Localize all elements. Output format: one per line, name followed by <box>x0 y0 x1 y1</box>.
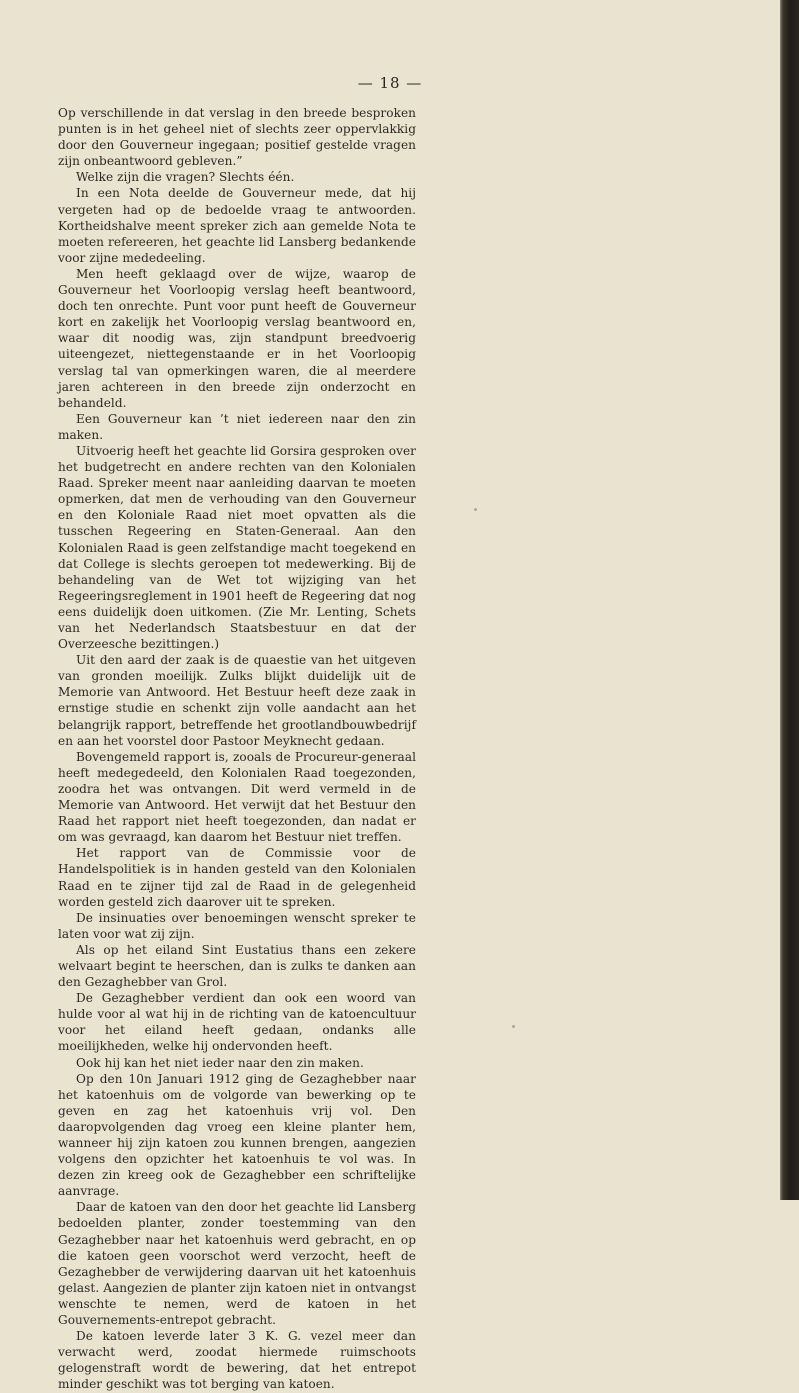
paragraph: Daar de katoen van den door het geachte lid Lansberg bedoelden planter, zonder toestemming van den Gezaghebber naar het katoenhuis werd gebracht, en op die katoen geen voorschot werd verzocht, heeft de Gezaghebber de verwijdering daarvan uit het katoenhuis gelast. Aangezien de planter zijn katoen niet in ontvangst wenschte te nemen, werd de katoen in het Gouvernements-entrepot gebracht. <box>58 1200 416 1328</box>
paragraph: De insinuaties over benoemingen wenscht spreker te laten voor wat zij zijn. <box>58 910 416 941</box>
paragraph: Bovengemeld rapport is, zooals de Procureur-generaal heeft medegedeeld, den Kolonialen Raad toegezonden, zoodra het was ontvangen. Dit werd vermeld in de Memorie van Antwoord. Het verwijt dat het Bestuur den Raad het rapport niet heeft toegezonden, dan nadat er om was gevraagd, kan daarom het Bestuur niet treffen. <box>58 749 416 845</box>
paragraph: Het rapport van de Commissie voor de Handelspolitiek is in handen gesteld van den Kolonialen Raad en te zijner tijd zal de Raad in de gelegenheid worden gesteld zich daarover uit te spreken. <box>58 846 416 909</box>
paragraph: Ook hij kan het niet ieder naar den zin maken. <box>76 1055 364 1070</box>
paragraph: Welke zijn die vragen? Slechts één. <box>76 170 295 185</box>
page-binding-edge <box>780 0 799 1200</box>
paragraph: Uitvoerig heeft het geachte lid Gorsira gesproken over het budgetrecht en andere rechten van den Kolonialen Raad. Spreker meent naar aanleiding daarvan te moeten opmerken, dat men de verhouding van den Gouverneur en den Koloniale Raad niet moet opvatten als die tusschen Regeering en Staten-Generaal. Aan den Kolonialen Raad is geen zelfstandige macht toegekend en dat College is slechts geroepen tot medewerking. Bij de behandeling van de Wet tot wijziging van het Regeeringsreglement in 1901 heeft de Regeering dat nog eens duidelijk doen uitkomen. (Zie Mr. Lenting, Schets van het Nederlandsch Staatsbestuur en dat der Overzeesche bezittingen.) <box>58 443 416 652</box>
paragraph: In een Nota deelde de Gouverneur mede, dat hij vergeten had op de bedoelde vraag te antwoorden. Kortheidshalve meent spreker zich aan gemelde Nota te moeten refereeren, het geachte lid Lansberg bedankende voor zijne mededeeling. <box>58 186 416 265</box>
paragraph: Op den 10n Januari 1912 ging de Gezaghebber naar het katoenhuis om de volgorde van bewerking op te geven en zag het katoenhuis vrij vol. Den daaropvolgenden dag vroeg een kleine planter hem, wanneer hij zijn katoen zou kunnen brengen, aangezien volgens den opzichter het katoenhuis te vol was. In dezen zin kreeg ook de Gezaghebber een schriftelijke aanvrage. <box>58 1071 416 1199</box>
page-number: — 18 — <box>357 74 423 92</box>
paragraph: De katoen leverde later 3 K. G. vezel meer dan verwacht werd, zoodat hiermede ruimschoots gelogenstraft wordt de bewering, dat het entrepot minder geschikt was tot berging van katoen. <box>58 1329 416 1392</box>
paper-speck <box>512 1025 515 1028</box>
paragraph: Uit den aard der zaak is de quaestie van het uitgeven van gronden moeilijk. Zulks blijkt duidelijk uit de Memorie van Antwoord. Het Bestuur heeft deze zaak in ernstige studie en schenkt zijn volle aandacht aan het belangrijk rapport, betreffende het grootlandbouwbedrijf en aan het voorstel door Pastoor Meyknecht gedaan. <box>58 653 416 748</box>
paragraph: Een Gouverneur kan ’t niet iedereen naar den zin maken. <box>58 411 416 442</box>
paragraph: Op verschillende in dat verslag in den breede besproken punten is in het geheel niet of slechts zeer oppervlakkig door den Gouverneur ingegaan; positief gestelde vragen zijn onbeantwoord gebleven.” <box>58 106 416 169</box>
paragraph: De Gezaghebber verdient dan ook een woord van hulde voor al wat hij in de richting van de katoencultuur voor het eiland heeft gedaan, ondanks alle moeilijkheden, welke hij ondervonden heeft. <box>58 991 416 1054</box>
paragraph: Men heeft geklaagd over de wijze, waarop de Gouverneur het Voorloopig verslag heeft beantwoord, doch ten onrechte. Punt voor punt heeft de Gouverneur kort en zakelijk het Voorloopig verslag beantwoord en, waar dit noodig was, zijn standpunt breedvoerig uiteengezet, niettegenstaande er in het Voorloopig verslag tal van opmerkingen waren, die al meerdere jaren achtereen in den breede zijn onderzocht en behandeld. <box>58 266 416 410</box>
paragraph: Als op het eiland Sint Eustatius thans een zekere welvaart begint te heerschen, dan is zulks te danken aan den Gezaghebber van Grol. <box>58 942 416 990</box>
body-text <box>58 105 416 1393</box>
paper-speck <box>474 508 477 511</box>
